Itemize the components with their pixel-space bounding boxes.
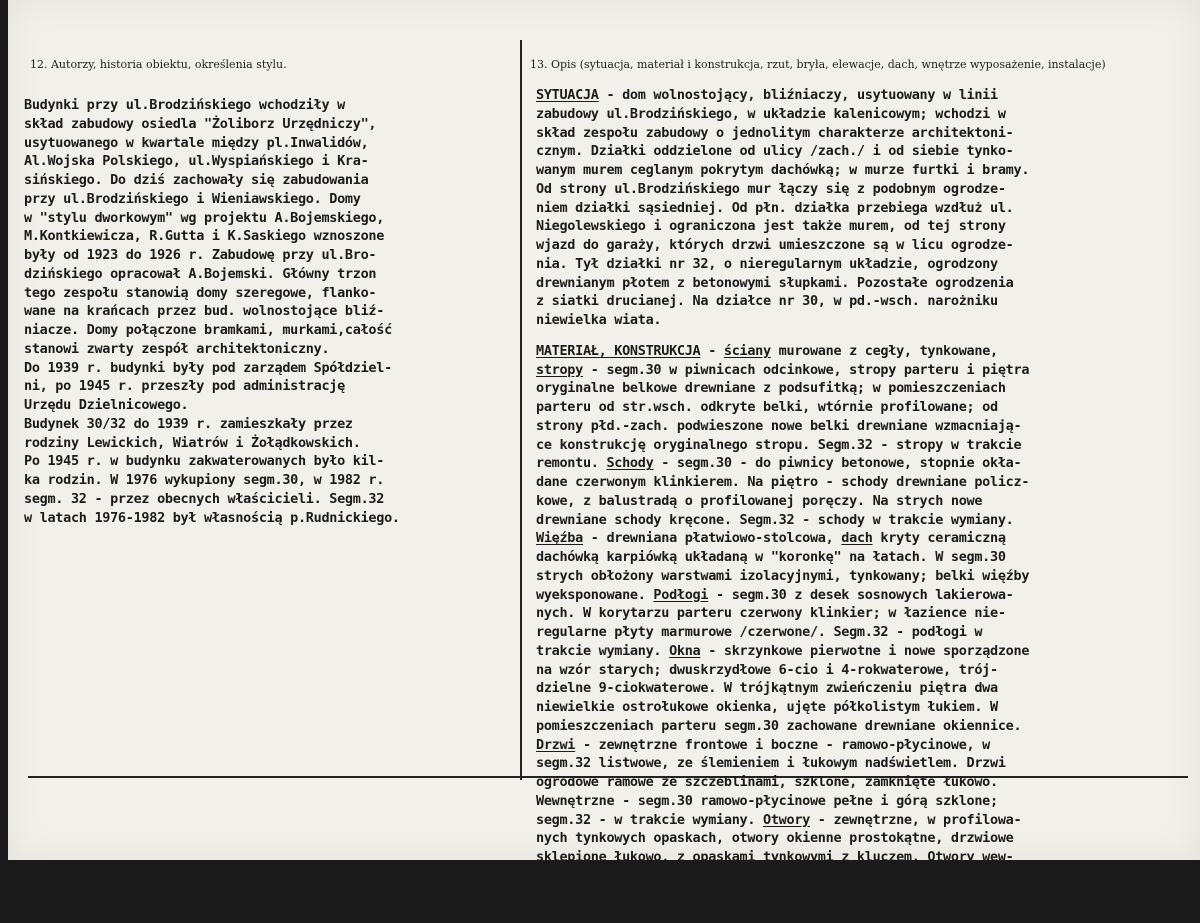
text-segment: nia. Tył działki nr 32, o nieregularnym układzie, ogrodzony bbox=[536, 255, 998, 272]
text-line bbox=[536, 292, 1200, 311]
text-segment: na wzór starych; dwuskrzydłowe 6-cio i 4-rokwaterowe, trój- bbox=[536, 661, 998, 678]
text-segment: - zewnętrzne, w profilowa- bbox=[809, 811, 1022, 828]
text-segment: skład zespołu zabudowy o jednolitym charakterze architektoni- bbox=[536, 124, 1014, 141]
text-line bbox=[536, 904, 1200, 923]
text-segment: niem działki sąsiedniej. Od płn. działka przebiega wzdłuż ul. bbox=[536, 199, 1014, 216]
text-segment: parteru od str.wsch. odkryte belki, wtórnie profilowane; od bbox=[536, 399, 998, 415]
text-line bbox=[536, 829, 1200, 848]
text-segment: dzielne 9-ciokwaterowe. W trójkątnym zwieńczeniu piętra dwa bbox=[536, 680, 998, 697]
text-line bbox=[536, 161, 1200, 180]
text-line bbox=[536, 417, 1200, 436]
text-line bbox=[536, 379, 1200, 398]
text-line bbox=[536, 848, 1200, 867]
text-segment: Od strony ul.Brodzińskiego mur łączy się z podobnym ogrodze- bbox=[536, 180, 1006, 197]
paragraph-gap bbox=[536, 330, 1200, 342]
text-line: stanowi zwarty zespół architektoniczny. bbox=[24, 340, 330, 357]
text-segment: drewniane schody kręcone. Segm.32 - schody w trakcie wymiany. bbox=[536, 511, 1014, 528]
text-segment: ogrodowe ramowe ze szczeblinami, szklone, zamknięte łukowo. bbox=[536, 774, 998, 790]
text-line: ni, po 1945 r. przeszły pod administrację bbox=[24, 378, 345, 395]
text-line: Budynek 30/32 do 1939 r. zamieszkały przez bbox=[24, 415, 353, 432]
text-line: były od 1923 do 1926 r. Zabudowę przy ul.Bro- bbox=[24, 247, 377, 263]
text-line bbox=[536, 754, 1200, 773]
text-line bbox=[536, 142, 1200, 161]
text-line bbox=[536, 867, 1200, 886]
text-line bbox=[536, 342, 1200, 361]
text-line: Po 1945 r. w budynku zakwaterowanych było kil- bbox=[24, 453, 385, 470]
text-line: rodziny Lewickich, Wiatrów i Żołądkowskich. bbox=[24, 434, 361, 451]
text-line bbox=[536, 492, 1200, 511]
text-segment: nętrzne drzwiowe /segm.30/ w profilowanych drewnianych opas- bbox=[536, 867, 1006, 884]
text-segment: segm.32 - w trakcie wymiany. bbox=[536, 811, 764, 828]
text-segment: murowane z cegły, tynkowane, bbox=[770, 342, 998, 359]
text-line: Al.Wojska Polskiego, ul.Wyspiańskiego i Kra- bbox=[24, 153, 369, 170]
column-divider bbox=[520, 40, 522, 780]
text-line bbox=[536, 567, 1200, 586]
text-line: Urzędu Dzielnicowego. bbox=[24, 397, 189, 413]
text-segment: sklepione łukowo, z opaskami tynkowymi z kluczem. Otwory wew- bbox=[536, 849, 1014, 865]
text-segment: z siatki drucianej. Na działce nr 30, w pd.-wsch. narożniku bbox=[536, 293, 998, 310]
text-segment: nych. W korytarzu parteru czerwony klinkier; w łazience nie- bbox=[536, 605, 1006, 622]
history-text bbox=[24, 96, 518, 527]
text-segment: regularne płyty marmurowe /czerwone/. Segm.32 - podłogi w bbox=[536, 624, 983, 640]
text-line bbox=[536, 736, 1200, 755]
text-line bbox=[536, 604, 1200, 623]
text-segment: niewielka wiata. bbox=[536, 312, 662, 328]
document-sheet bbox=[8, 0, 1200, 922]
text-line: w latach 1976-1982 był własnością p.Rudnickiego. bbox=[24, 509, 400, 526]
text-line bbox=[536, 623, 1200, 642]
text-segment: dachówką karpiówką układaną w "koronkę" na łatach. W segm.30 bbox=[536, 549, 1006, 565]
text-line bbox=[536, 886, 1200, 905]
underlined-term: Podłogi bbox=[653, 586, 709, 603]
underlined-term: Okna bbox=[669, 642, 701, 659]
text-line: Do 1939 r. budynki były pod zarządem Spółdziel- bbox=[24, 359, 392, 376]
underlined-term: Otwory bbox=[763, 811, 810, 828]
text-line: skład zabudowy osiedla "Żoliborz Urzędniczy", bbox=[24, 115, 377, 132]
text-line bbox=[536, 792, 1200, 811]
text-segment: kach. W ścianach parteru wtórnie przebite otwory sklepione bbox=[536, 886, 991, 903]
text-line bbox=[536, 698, 1200, 717]
text-line bbox=[536, 529, 1200, 548]
text-segment: - skrzynkowe pierwotne i nowe sporządzone bbox=[700, 642, 1030, 659]
text-line bbox=[536, 717, 1200, 736]
text-line bbox=[536, 217, 1200, 236]
text-line bbox=[536, 642, 1200, 661]
text-line bbox=[536, 398, 1200, 417]
text-segment: - dom wolnostojący, bliźniaczy, usytuowany w linii bbox=[598, 87, 998, 103]
text-segment: dane czerwonym klinkierem. Na piętro - schody drewniane policz- bbox=[536, 474, 1030, 490]
text-line bbox=[536, 86, 1200, 105]
underlined-term: MATERIAŁ, KONSTRUKCJA bbox=[536, 342, 701, 359]
text-line: tego zespołu stanowią domy szeregowe, flanko- bbox=[24, 284, 377, 301]
section-12-heading: 12. Autorzy, historia obiektu, określenia stylu. bbox=[30, 58, 287, 71]
text-segment: wjazd do garaży, których drzwi umieszczone są w licu ogrodze- bbox=[536, 237, 1014, 253]
paragraph bbox=[536, 342, 1200, 923]
underlined-term: Schody bbox=[606, 455, 654, 472]
text-line bbox=[536, 586, 1200, 605]
text-line bbox=[536, 180, 1200, 199]
text-line: dzińskiego opracował A.Bojemski. Główny trzon bbox=[24, 265, 377, 282]
text-line: segm. 32 - przez obecnych właścicieli. Segm.32 bbox=[24, 490, 385, 507]
text-line: M.Kontkiewicza, R.Gutta i K.Saskiego wznoszone bbox=[24, 228, 385, 245]
text-line: sińskiego. Do dziś zachowały się zabudowania bbox=[24, 172, 369, 188]
underlined-term: Więźba bbox=[536, 530, 583, 547]
text-segment: remontu. bbox=[536, 455, 607, 472]
text-line bbox=[536, 511, 1200, 530]
text-line bbox=[536, 811, 1200, 830]
text-line bbox=[536, 199, 1200, 218]
text-line: ka rodzin. W 1976 wykupiony segm.30, w 1982 r. bbox=[24, 472, 385, 488]
text-segment: - zewnętrzne frontowe i boczne - ramowo-płycinowe, w bbox=[575, 736, 991, 753]
text-segment: oryginalne belkowe drewniane z podsufitką; w pomieszczeniach bbox=[536, 380, 1006, 397]
text-line bbox=[536, 679, 1200, 698]
text-segment: ce konstrukcję oryginalnego stropu. Segm.32 - stropy w trakcie bbox=[536, 436, 1022, 453]
text-line bbox=[536, 473, 1200, 492]
text-line bbox=[536, 454, 1200, 473]
underlined-term: stropy bbox=[536, 361, 583, 378]
text-line bbox=[536, 105, 1200, 124]
text-line bbox=[536, 773, 1200, 792]
text-line: niacze. Domy połączone bramkami, murkami,całość bbox=[24, 322, 392, 338]
text-line: wane na krańcach przez bud. wolnostojące bliź- bbox=[24, 303, 385, 320]
text-segment: - segm.30 z desek sosnowych lakierowa- bbox=[708, 586, 1014, 603]
text-segment: wanym murem ceglanym pokrytym dachówką; w murze furtki i bramy. bbox=[536, 162, 1030, 178]
text-segment: trakcie wymiany. bbox=[536, 642, 670, 659]
text-segment: segm.32 listwowe, ze ślemieniem i łukowym nadświetlem. Drzwi bbox=[536, 755, 1006, 772]
text-segment: łukowo. bbox=[536, 905, 591, 922]
section-13-heading: 13. Opis (sytuacja, materiał i konstrukcja, rzut, bryła, elewacje, dach, wnętrze wyposażenie, instalacje) bbox=[530, 58, 1106, 71]
text-line bbox=[536, 548, 1200, 567]
underlined-term: dach bbox=[841, 530, 873, 547]
text-segment: - drewniana płatwiowo-stolcowa, bbox=[582, 530, 842, 547]
text-line bbox=[536, 274, 1200, 293]
text-segment: - segm.30 - do piwnicy betonowe, stopnie okła- bbox=[653, 455, 1022, 472]
text-segment: Wewnętrzne - segm.30 ramowo-płycinowe pełne i górą szklone; bbox=[536, 792, 998, 809]
text-segment: nych tynkowych opaskach, otwory okienne prostokątne, drzwiowe bbox=[536, 830, 1014, 847]
text-line: usytuowanego w kwartale między pl.Inwalidów, bbox=[24, 134, 369, 151]
text-segment: drewnianym płotem z betonowymi słupkami. Pozostałe ogrodzenia bbox=[536, 274, 1014, 291]
description-text bbox=[536, 86, 1200, 923]
text-segment: - bbox=[700, 342, 724, 359]
underlined-term: Drzwi bbox=[536, 736, 576, 753]
text-segment: kowe, z balustradą o profilowanej poręczy. Na strych nowe bbox=[536, 492, 983, 509]
text-segment: kryty ceramiczną bbox=[872, 530, 1006, 547]
underlined-term: SYTUACJA bbox=[536, 87, 599, 103]
text-segment: strych obłożony warstwami izolacyjnymi, tynkowany; belki więźby bbox=[536, 567, 1030, 584]
text-line bbox=[536, 311, 1200, 330]
text-line bbox=[536, 124, 1200, 143]
paragraph bbox=[536, 86, 1200, 330]
underlined-term: ściany bbox=[723, 342, 771, 359]
text-segment: strony płd.-zach. podwieszone nowe belki drewniane wzmacniają- bbox=[536, 417, 1022, 434]
text-segment: zabudowy ul.Brodzińskiego, w układzie kalenicowym; wchodzi w bbox=[536, 105, 1006, 122]
text-line bbox=[536, 661, 1200, 680]
text-line: w "stylu dworkowym" wg projektu A.Bojemskiego, bbox=[24, 209, 385, 226]
text-segment: Niegolewskiego i ograniczona jest także murem, od tej strony bbox=[536, 218, 1006, 235]
text-line bbox=[536, 236, 1200, 255]
text-line: Budynki przy ul.Brodzińskiego wchodziły w bbox=[24, 97, 345, 113]
text-segment: niewielkie ostrołukowe okienka, ujęte półkolistym łukiem. W bbox=[536, 699, 998, 715]
text-segment: cznym. Działki oddzielone od ulicy /zach./ i od siebie tynko- bbox=[536, 143, 1014, 160]
text-segment: pomieszczeniach parteru segm.30 zachowane drewniane okiennice. bbox=[536, 717, 1022, 734]
text-line: przy ul.Brodzińskiego i Wieniawskiego. Domy bbox=[24, 190, 361, 207]
text-segment: wyeksponowane. bbox=[536, 586, 654, 603]
text-line bbox=[536, 436, 1200, 455]
text-line bbox=[536, 361, 1200, 380]
text-segment: - segm.30 w piwnicach odcinkowe, stropy parteru i piętra bbox=[582, 361, 1030, 378]
text-line bbox=[536, 255, 1200, 274]
